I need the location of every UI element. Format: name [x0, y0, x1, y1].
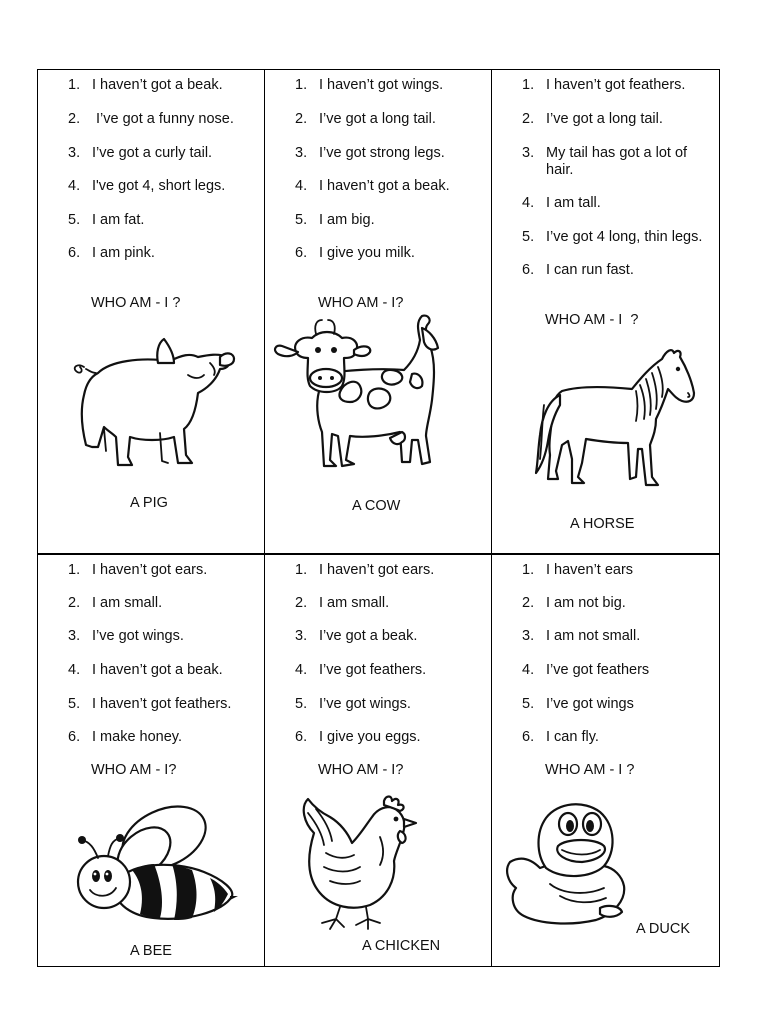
answer-label: A PIG: [130, 495, 168, 511]
clue-number: 6.: [295, 245, 308, 261]
clue-text: I haven’t got a beak.: [92, 77, 223, 93]
clue-text: I’ve got a long tail.: [319, 111, 436, 127]
who-am-i-question: WHO AM - I ?: [545, 312, 639, 328]
clue-number: 5.: [68, 212, 81, 228]
clue-number: 3.: [295, 628, 308, 644]
clue-text: I haven’t got ears.: [92, 562, 208, 578]
clue-number: 6.: [295, 729, 308, 745]
clue-number: 1.: [68, 77, 81, 93]
grid-border-left: [37, 69, 38, 967]
who-am-i-question: WHO AM - I ?: [545, 762, 635, 778]
answer-label: A COW: [352, 498, 401, 514]
clue-number: 2.: [522, 111, 535, 127]
who-am-i-question: WHO AM - I?: [91, 762, 177, 778]
clue-text: I’ve got a curly tail.: [92, 145, 213, 161]
bee-icon: [74, 800, 239, 935]
clue-text: I haven’t got ears.: [319, 562, 435, 578]
who-am-i-question: WHO AM - I?: [318, 295, 404, 311]
clue-number: 2.: [295, 111, 308, 127]
clue-number: 4.: [68, 662, 81, 678]
answer-label: A CHICKEN: [362, 938, 441, 954]
clue-number: 3.: [295, 145, 308, 161]
who-am-i-question: WHO AM - I?: [318, 762, 404, 778]
clue-number: 1.: [68, 562, 81, 578]
clue-number: 2.: [68, 111, 81, 127]
clue-number: 4.: [295, 178, 308, 194]
answer-label: A HORSE: [570, 516, 635, 532]
clue-text: I’ve got a long tail.: [546, 111, 663, 127]
clue-number: 4.: [295, 662, 308, 678]
clue-text: I am big.: [319, 212, 375, 228]
clue-text: I am not small.: [546, 628, 641, 644]
clue-number: 3.: [68, 628, 81, 644]
clue-number: 1.: [522, 562, 535, 578]
clue-number: 6.: [522, 729, 535, 745]
clue-number: 2.: [295, 595, 308, 611]
clue-number: 5.: [522, 229, 535, 245]
clue-text: I haven’t got feathers.: [92, 696, 232, 712]
clue-text: I’ve got a beak.: [319, 628, 418, 644]
clue-text: I haven’t got a beak.: [92, 662, 223, 678]
duck-icon: [500, 796, 640, 931]
clue-number: 5.: [68, 696, 81, 712]
clue-text: I’ve got wings.: [319, 696, 411, 712]
clue-text: I give you eggs.: [319, 729, 421, 745]
clue-text: I’ve got a funny nose.: [92, 111, 234, 127]
clue-text: I've got 4, short legs.: [92, 178, 226, 194]
clue-number: 1.: [295, 77, 308, 93]
clue-text: I’ve got strong legs.: [319, 145, 445, 161]
clue-text: I give you milk.: [319, 245, 415, 261]
clue-number: 5.: [522, 696, 535, 712]
clue-number: 3.: [68, 145, 81, 161]
clue-number: 1.: [522, 77, 535, 93]
clue-number: 6.: [68, 245, 81, 261]
clue-text: I am tall.: [546, 195, 601, 211]
clue-text: I am small.: [92, 595, 163, 611]
clue-text: I am pink.: [92, 245, 155, 261]
answer-label: A BEE: [130, 943, 172, 959]
clue-number: 4.: [522, 195, 535, 211]
clue-number: 6.: [68, 729, 81, 745]
chicken-icon: [296, 793, 421, 933]
clue-number: 6.: [522, 262, 535, 278]
clue-number: 3.: [522, 145, 535, 161]
answer-label: A DUCK: [636, 921, 690, 937]
clue-text: I am fat.: [92, 212, 145, 228]
clue-text: I’ve got wings.: [92, 628, 184, 644]
clue-text: I make honey.: [92, 729, 183, 745]
clue-text: I’ve got wings: [546, 696, 634, 712]
clue-number: 4.: [68, 178, 81, 194]
clue-number: 4.: [522, 662, 535, 678]
clue-text: I haven’t ears: [546, 562, 634, 578]
clue-text: I’ve got feathers: [546, 662, 650, 678]
clue-text: I haven’t got wings.: [319, 77, 444, 93]
clue-number: 5.: [295, 212, 308, 228]
clue-number: 1.: [295, 562, 308, 578]
clue-number: 2.: [68, 595, 81, 611]
clue-text: I’ve got 4 long, thin legs.: [546, 229, 703, 245]
clue-text: I can fly.: [546, 729, 599, 745]
clue-text: I haven’t got a beak.: [319, 178, 450, 194]
clue-text: I am small.: [319, 595, 390, 611]
clue-number: 2.: [522, 595, 535, 611]
clue-text: I’ve got feathers.: [319, 662, 427, 678]
clue-text: I am not big.: [546, 595, 626, 611]
who-am-i-question: WHO AM - I ?: [91, 295, 181, 311]
clue-number: 5.: [295, 696, 308, 712]
clue-text: I can run fast.: [546, 262, 634, 278]
clue-text: I haven’t got feathers.: [546, 77, 686, 93]
clue-number: 3.: [522, 628, 535, 644]
clue-text: My tail has got a lot of hair.: [546, 145, 688, 178]
